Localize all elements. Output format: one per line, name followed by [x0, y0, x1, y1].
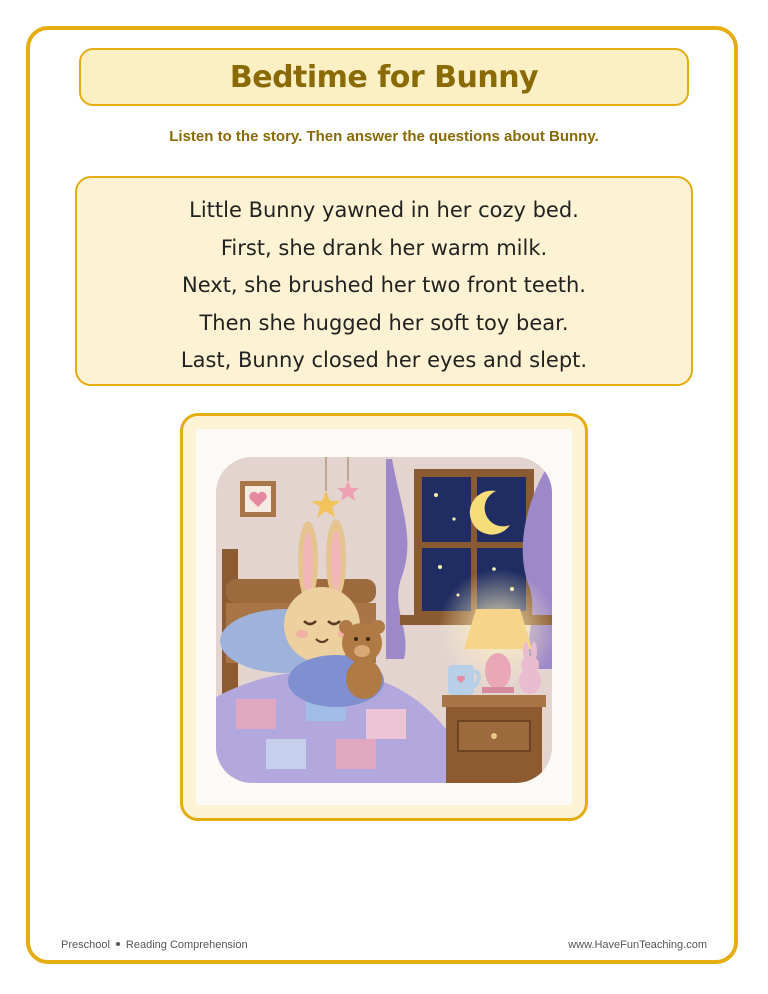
footer-grade: Preschool: [61, 939, 110, 951]
story-line: Next, she brushed her two front teeth.: [182, 273, 586, 297]
page-title: Bedtime for Bunny: [229, 59, 539, 95]
story-line: Little Bunny yawned in her cozy bed.: [189, 198, 579, 222]
footer-subject: Reading Comprehension: [125, 939, 248, 951]
footer-website: www.HaveFunTeaching.com: [568, 939, 707, 951]
bunny-bedtime-illustration: [196, 429, 572, 805]
story-box: [75, 176, 693, 386]
bullet-dot-icon: [116, 942, 120, 946]
title-banner: [79, 48, 689, 106]
footer-category: [61, 939, 248, 951]
story-line: Then she hugged her soft toy bear.: [199, 310, 569, 335]
story-line: Last, Bunny closed her eyes and slept.: [180, 348, 588, 372]
instruction-text: Listen to the story. Then answer the questions about Bunny.: [169, 128, 599, 145]
story-line: First, she drank her warm milk.: [220, 235, 548, 260]
illustration-frame: [180, 413, 588, 821]
illustration-bedroom: [196, 429, 572, 805]
